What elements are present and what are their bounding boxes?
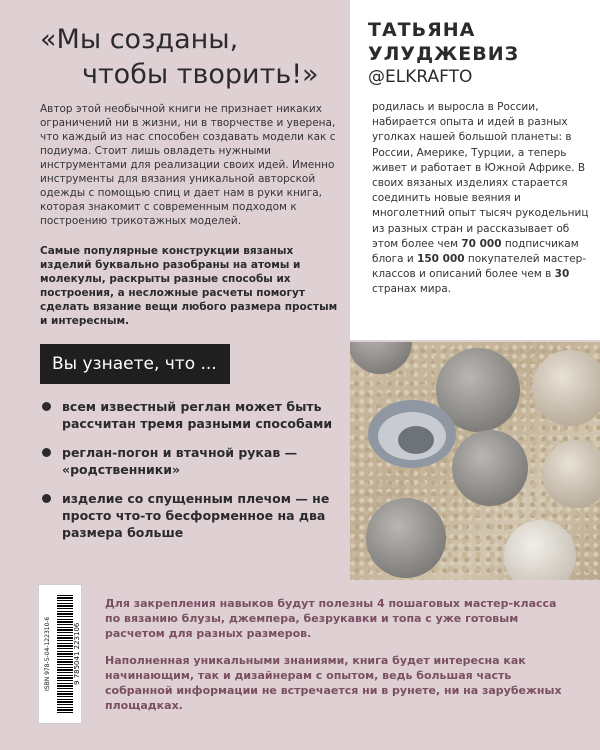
bullet-icon (42, 494, 51, 503)
barcode (38, 584, 82, 724)
author-name: ТАТЬЯНА УЛУДЖЕВИЗ (368, 19, 520, 65)
learn-banner: Вы узнаете, что ... (40, 344, 230, 384)
yarn-balls-illustration (350, 342, 600, 580)
barcode-bars (57, 595, 73, 713)
author-bio-text: подписчикам блога и (372, 237, 579, 266)
buyers-count: 150 000 (417, 253, 465, 266)
author-card (350, 0, 600, 340)
quote-line-2: чтобы творить!» (82, 59, 319, 90)
isbn-text: ISBN 978-5-04-122310-6 (44, 616, 51, 692)
learn-item (40, 398, 340, 432)
learn-item (40, 444, 340, 478)
bullet-icon (42, 448, 51, 457)
intro-paragraph: Автор этой необычной книги не признает никаких ограничений ни в жизни, ни в творчестве и уверена, что каждый из нас способен создавать модели как с подиума. Стоит лишь овладеть нужными инструментами для реализации своих идей. Именно инструменты для вязания уникальной авторской одежды с помощью спиц и дает нам в руки книга, которая знакомит с современным подходом к построению трикотажных моделей. (40, 103, 336, 227)
learn-list (40, 398, 340, 553)
author-bio-text: покупателей мастер-классов и описаний более чем в (372, 253, 587, 281)
learn-item-text: реглан-погон и втачной рукав — «родственники» (62, 445, 298, 477)
footer-paragraph-1: Для закрепления навыков будут полезны 4 пошаговых мастер-класса по вязанию блузы, джемпера, безрукавки и топа с уже готовым расчетом для разных размеров. (105, 597, 557, 640)
cover-quote (40, 22, 350, 92)
author-bio (372, 100, 594, 298)
barcode-digits: 9 785041 223106 (73, 622, 81, 686)
author-bio-text: странах мира. (372, 283, 452, 296)
learn-item-text: всем известный реглан может быть рассчитан тремя разными способами (62, 399, 333, 431)
countries-count: 30 (554, 268, 570, 281)
footer-paragraph-2: Наполненная уникальными знаниями, книга будет интересна как начинающим, так и дизайнерам с опытом, ведь большая часть собранной информации не встречается ни в рунете, ни на зарубежных площадках. (105, 654, 562, 712)
author-handle: @ELKRAFTO (368, 67, 473, 87)
subscribers-count: 70 000 (461, 237, 502, 250)
quote-line-1: «Мы созданы, (40, 24, 239, 55)
intro-bold-paragraph: Самые популярные конструкции вязаных изделий буквально разобраны на атомы и молекулы, раскрыты разные способы их построения, а несложные расчеты помогут сделать вязание вещи любого размера простым и интересным. (40, 245, 338, 327)
yarn-balls-photo (350, 342, 600, 580)
author-bio-text: родилась и выросла в России, набирается опыта и идей в разных уголках нашей большой планеты: в России, Америке, Турции, а теперь живет и работает в Южной Африке. В своих вязаных изделиях старается соединить новые веяния и многолетний опыт тысяч рукодельниц из разных стран и рассказывает об этом более чем (372, 101, 589, 250)
bullet-icon (42, 402, 51, 411)
learn-item (40, 490, 340, 541)
learn-item-text: изделие со спущенным плечом — не просто что-то бесформенное на два размера больше (62, 491, 330, 540)
